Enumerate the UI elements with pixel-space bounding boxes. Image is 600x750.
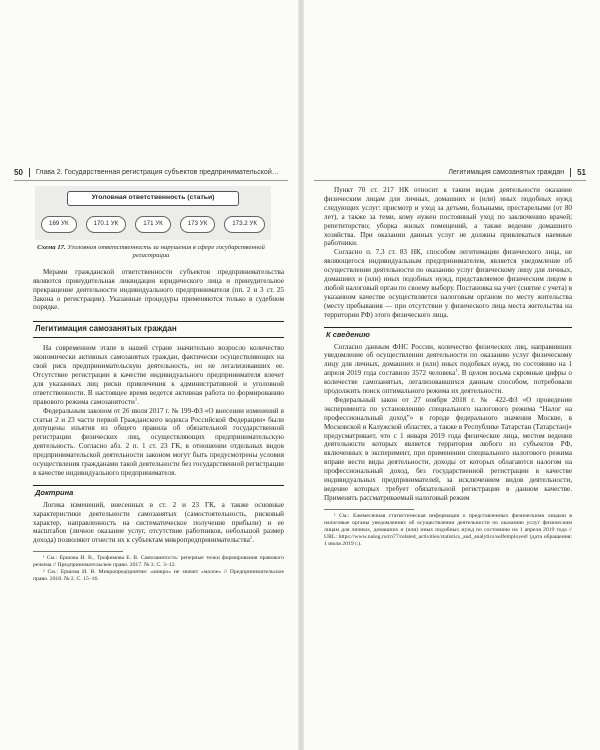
- left-header-rule: [14, 180, 288, 181]
- scheme-article: 173.2 УК: [224, 216, 265, 233]
- footnote-ref: 1: [455, 367, 458, 373]
- left-chapter-title: Глава 2. Государственная регистрация субъектов предпринимательской…: [35, 168, 279, 176]
- paragraph: Федеральный закон от 27 ноября 2018 г. № 422-ФЗ «О проведении эксперимента по установлению специального налогового режима “Налог на профессиональный доход”» в городе федерального значения Москве, в Московской и Калужской областях, а также в Республике Татарстан (Татарстан)» предусматривает, что с 1 января 2019 года физические лица, местом ведения деятельности которых является территория любого из субъектов РФ, включенных в эксперимент, при применении специального налогового режима вправе вести виды деятельности, доходы от которых облагаются налогом на профессиональный доход, без государственной регистрации в качестве индивидуальных предпринимателей, за исключением видов деятельности, ведение которых требует обязательной регистрации в данном качестве. Применять рассматриваемый налоговый режим: [324, 395, 572, 502]
- paragraph: Мерами гражданской ответственности субъектов предпринимательства являются принудительная ликвидация юридического лица и принудительное прекращение деятельности индивидуального предпринимателя (пп. 2 и 3 ст. 25 Закона о регистрации). Указанные процедуры применяются только в судебном порядке.: [33, 267, 284, 312]
- left-content: [33, 186, 284, 583]
- left-running-head: [14, 165, 288, 179]
- right-header-rule: [314, 180, 586, 181]
- right-content: [324, 186, 572, 548]
- paragraph: Согласно п. 7.3 ст. 83 НК, способом легитимации физического лица, не являющегося индивидуальным предпринимателем, является уведомление об осуществлении деятельности по оказанию услуг физическому лицу для личных, домашних и (или) иных подобных нужд, представляемое физическим лицом в любой налоговый орган по своему выбору. Постановка на учет (снятие с учета) в указанном качестве осуществляется налоговым органом по месту жительства (месту пребывания — при отсутствии у физического лица места жительства на территории РФ) этого физического лица.: [324, 248, 572, 319]
- scheme-title: Уголовная ответственность (статьи): [67, 191, 240, 206]
- footnote-rule: [324, 509, 414, 510]
- running-head-separator: [29, 168, 30, 177]
- info-heading: К сведению: [324, 327, 572, 342]
- footnote-rule: [33, 551, 123, 552]
- left-page-number: 50: [14, 167, 23, 177]
- footnote: ¹ См.: Ершова И. В., Трофимова Е. В. Самозанятость: реперные точки формирования правового режима // Предпринимательское право. 2017. № 3. С. 3–12.: [33, 555, 284, 569]
- scheme-caption-text: Уголовная ответственность за нарушения в сфере государственной регистрации: [67, 243, 265, 259]
- section-heading: Легитимация самозанятых граждан: [33, 321, 284, 338]
- scheme-article: 173 УК: [180, 216, 216, 233]
- footnote-ref: 2: [249, 535, 253, 540]
- scheme-article: 170.1 УК: [86, 216, 127, 233]
- running-head-separator: [570, 168, 571, 177]
- right-running-head: [314, 165, 586, 179]
- paragraph: Федеральным законом от 26 июля 2017 г. № 199-ФЗ «О внесении изменений в статьи 2 и 23 части первой Гражданского кодекса Российской Федерации» были допущены изъятия из общего правила об обязательной государственной регистрации физических лиц, осуществляющих предпринимательскую деятельность. Согласно абз. 2 п. 1 ст. 23 ГК, в отношении отдельных видов предпринимательской деятельности законом могут быть предусмотрены условия осуществления гражданами такой деятельности без государственной регистрации в качестве индивидуального предпринимателя.: [33, 406, 284, 477]
- footnotes: [33, 555, 284, 583]
- right-page-number: 51: [577, 167, 586, 177]
- paragraph-text: . В целом восьма скромные цифры о количестве самозанятых, легализовавшихся данным способом, потребовали продолжить поиск оптимального режима их деятельности.: [324, 369, 572, 396]
- scheme-diagram: [35, 186, 271, 240]
- footnotes: [324, 513, 572, 548]
- footnote: ² См.: Ершова И. В. Микропредприятие: «микро» не значит «малое» // Предпринимательское право. 2018. № 2. С. 15–16.: [33, 569, 284, 583]
- doctrine-heading: Доктрина: [33, 485, 284, 500]
- paragraph: На современном этапе в нашей стране значительно возросло количество экономически активных самозанятых граждан, фактически осуществляющих на свой риск предпринимательскую деятельность, но не легализовавших ее. Отсутствие регистрации в качестве индивидуального предпринимателя влечет для указанных лиц риски привлечения к административной и уголовной ответственности. В настоящее время ведется активная работа по формированию правового режима самозанятости$^1$.: [33, 344, 284, 406]
- scheme-articles: [39, 216, 267, 233]
- scheme-caption-label: Схема 17.: [37, 243, 66, 251]
- scheme-article: 169 УК: [41, 216, 77, 233]
- footnote: ¹ См.: Ежемесячная статистическая информация о представленных физическими лицами в налоговые органы уведомлениях об осуществлении деятельности по оказанию услуг физическим лицам для личных, домашних и (или) иных подобных нужд по состоянию на 1 апреля 2019 года // URL: https://www.nalog.ru/rn77/related_activities/statistics_and_analytics/selfemployed/ (дата обращения: 1 июля 2019 г.).: [324, 512, 572, 547]
- right-section-title: Легитимация самозанятых граждан: [448, 168, 565, 176]
- scheme-caption: [33, 244, 269, 260]
- paragraph: Логика изменений, внесенных в ст. 2 и 23 ГК, а также основные характеристики деятельности самозанятых (самостоятельность, рисковый характер, направленность на систематическое получение прибыли) и ее масштабов (личное оказание услуг, отсутствие работников, небольшой размер дохода) позволяют отнести их к субъектам микропредпринимательства$^2$.: [33, 500, 284, 545]
- paragraph-text: Логика изменений, внесенных в ст. 2 и 23 ГК, а также основные характеристики деятельности самозанятых (самостоятельность, рисковый характер, направленность на систематическое получение прибыли) и ее масштабов (личное оказание услуг, отсутствие работников, небольшой размер дохода) позволяют отнести их к субъектам микропредпринимательства: [33, 500, 284, 545]
- paragraph-text: Согласно данным ФНС России, количество физических лиц, направивших уведомление об осуществлении деятельности по оказанию услуг физическому лицу для личных, домашних и (или) иных подобных нужд, по состоянию на 1 апреля 2019 года составило 3572 человека: [324, 342, 572, 378]
- left-page: [0, 0, 298, 750]
- scheme-article: 171 УК: [135, 216, 171, 233]
- paragraph-text: На современном этапе в нашей стране значительно возросло количество экономически активных самозанятых граждан, фактически осуществляющих на свой риск предпринимательскую деятельность, но не легализовавших ее. Отсутствие регистрации в качестве индивидуального предпринимателя влечет для указанных лиц риски привлечения к административной и уголовной ответственности. В настоящее время ведется активная работа по формированию правового режима самозанятости: [33, 344, 284, 406]
- right-page: [304, 0, 600, 750]
- paragraph: [324, 343, 572, 396]
- footnote-ref: 1: [134, 396, 138, 402]
- paragraph: Пункт 70 ст. 217 НК относит к таким видам деятельности оказание физическим лицам для личных, домашних и (или) иных подобных нужд следующих услуг: присмотр и уход за детьми, больными, престарелыми (от 80 лет), а также за теми, кому нужен постоянный уход по заключению врачей; репетиторство; уборка жилых помещений, а также ведение домашнего хозяйства. При оказании данных услуг не должны привлекаться наемные работники.: [324, 186, 572, 248]
